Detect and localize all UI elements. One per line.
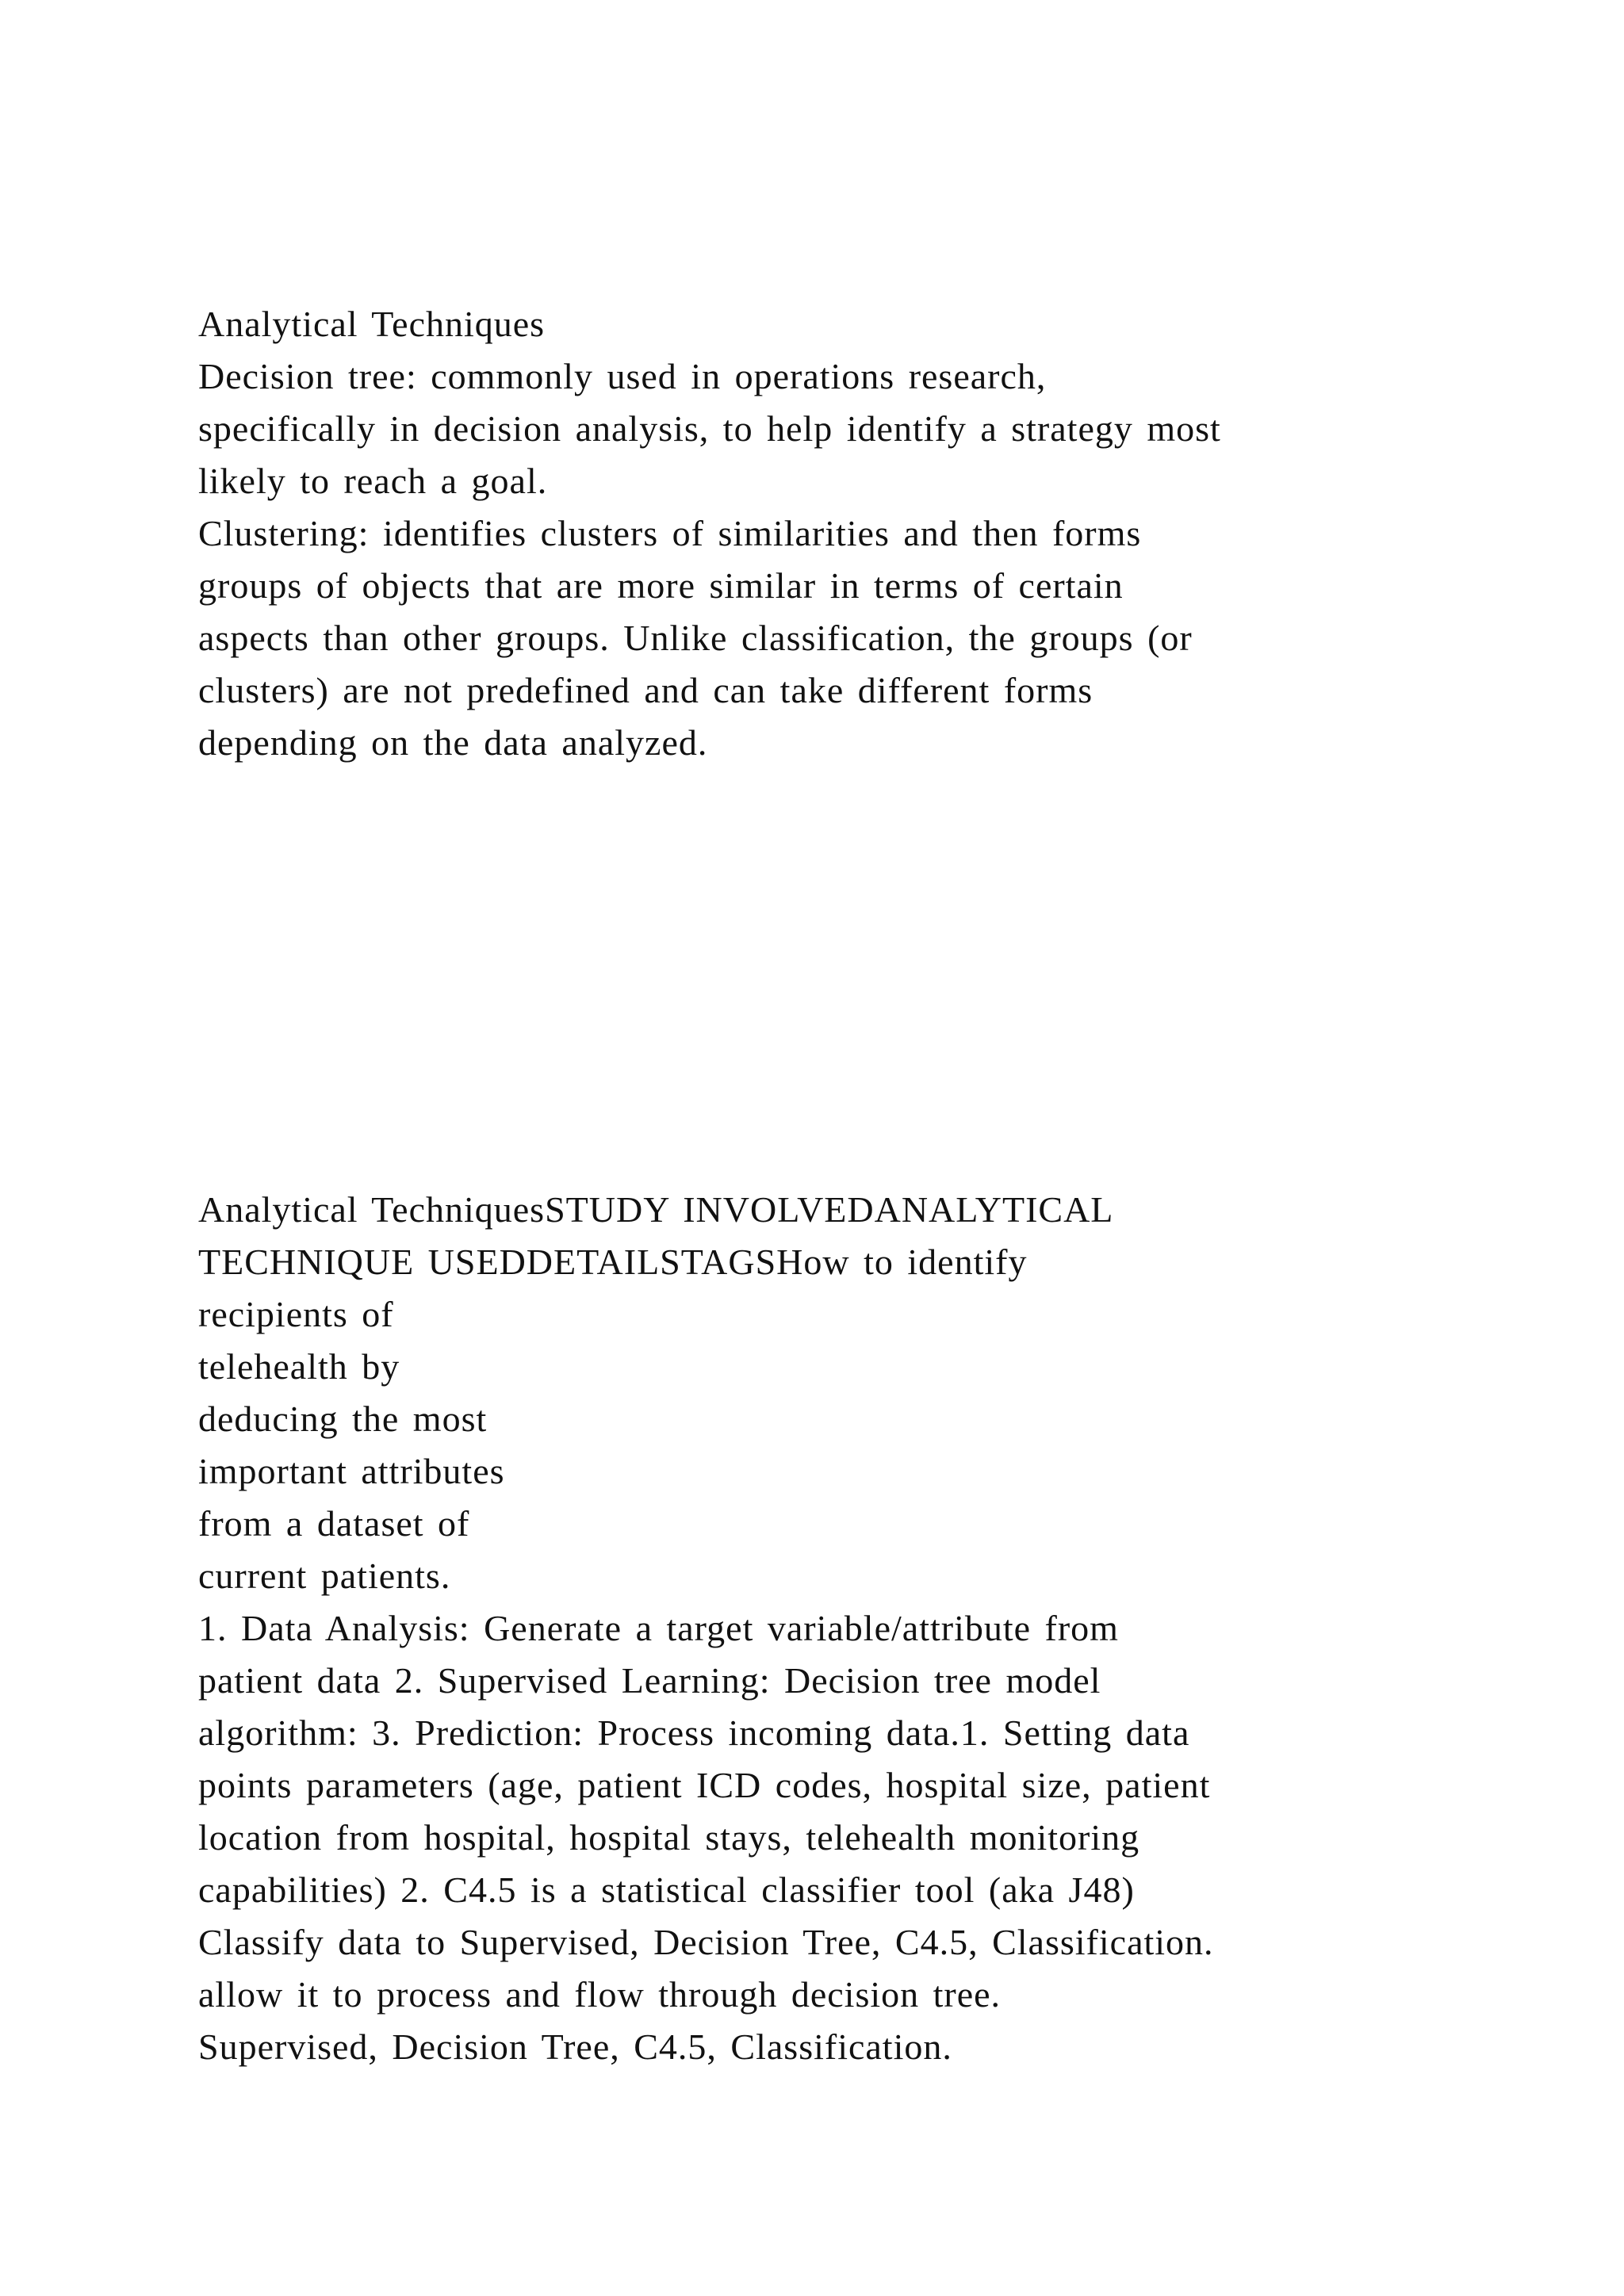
text-line: aspects than other groups. Unlike classification, the groups (or (198, 618, 1193, 658)
section-heading: Analytical TechniquesSTUDY INVOLVEDANALYTICAL (198, 1189, 1114, 1230)
text-line: deducing the most (198, 1399, 488, 1439)
text-line: depending on the data analyzed. (198, 722, 708, 763)
text-line: likely to reach a goal. (198, 461, 548, 501)
text-line: Decision tree: commonly used in operations research, (198, 356, 1047, 396)
text-line: 1. Data Analysis: Generate a target variable/attribute from (198, 1608, 1119, 1648)
text-line: Supervised, Decision Tree, C4.5, Classification. (198, 2026, 952, 2067)
text-line: clusters) are not predefined and can take different forms (198, 670, 1094, 710)
text-line: TECHNIQUE USEDDETAILSTAGSHow to identify (198, 1242, 1028, 1282)
text-line: Clustering: identifies clusters of similarities and then forms (198, 513, 1142, 553)
text-line: Classify data to Supervised, Decision Tree, C4.5, Classification. (198, 1922, 1214, 1962)
section-heading: Analytical Techniques (198, 304, 546, 344)
text-line: patient data 2. Supervised Learning: Decision tree model (198, 1660, 1101, 1701)
text-line: algorithm: 3. Prediction: Process incoming data.1. Setting data (198, 1712, 1190, 1753)
text-line: telehealth by (198, 1346, 400, 1387)
text-line: recipients of (198, 1294, 394, 1334)
analytical-techniques-definitions (198, 298, 1499, 769)
text-line: points parameters (age, patient ICD codes, hospital size, patient (198, 1765, 1211, 1805)
text-line: capabilities) 2. C4.5 is a statistical classifier tool (aka J48) (198, 1869, 1135, 1910)
analytical-techniques-study-table-text (198, 1184, 1499, 2073)
text-line: from a dataset of (198, 1503, 470, 1544)
text-line: important attributes (198, 1451, 505, 1491)
text-line: allow it to process and flow through decision tree. (198, 1974, 1002, 2015)
text-line: groups of objects that are more similar in terms of certain (198, 565, 1124, 606)
text-line: specifically in decision analysis, to help identify a strategy most (198, 408, 1221, 449)
text-line: location from hospital, hospital stays, telehealth monitoring (198, 1817, 1140, 1858)
text-line: current patients. (198, 1556, 451, 1596)
